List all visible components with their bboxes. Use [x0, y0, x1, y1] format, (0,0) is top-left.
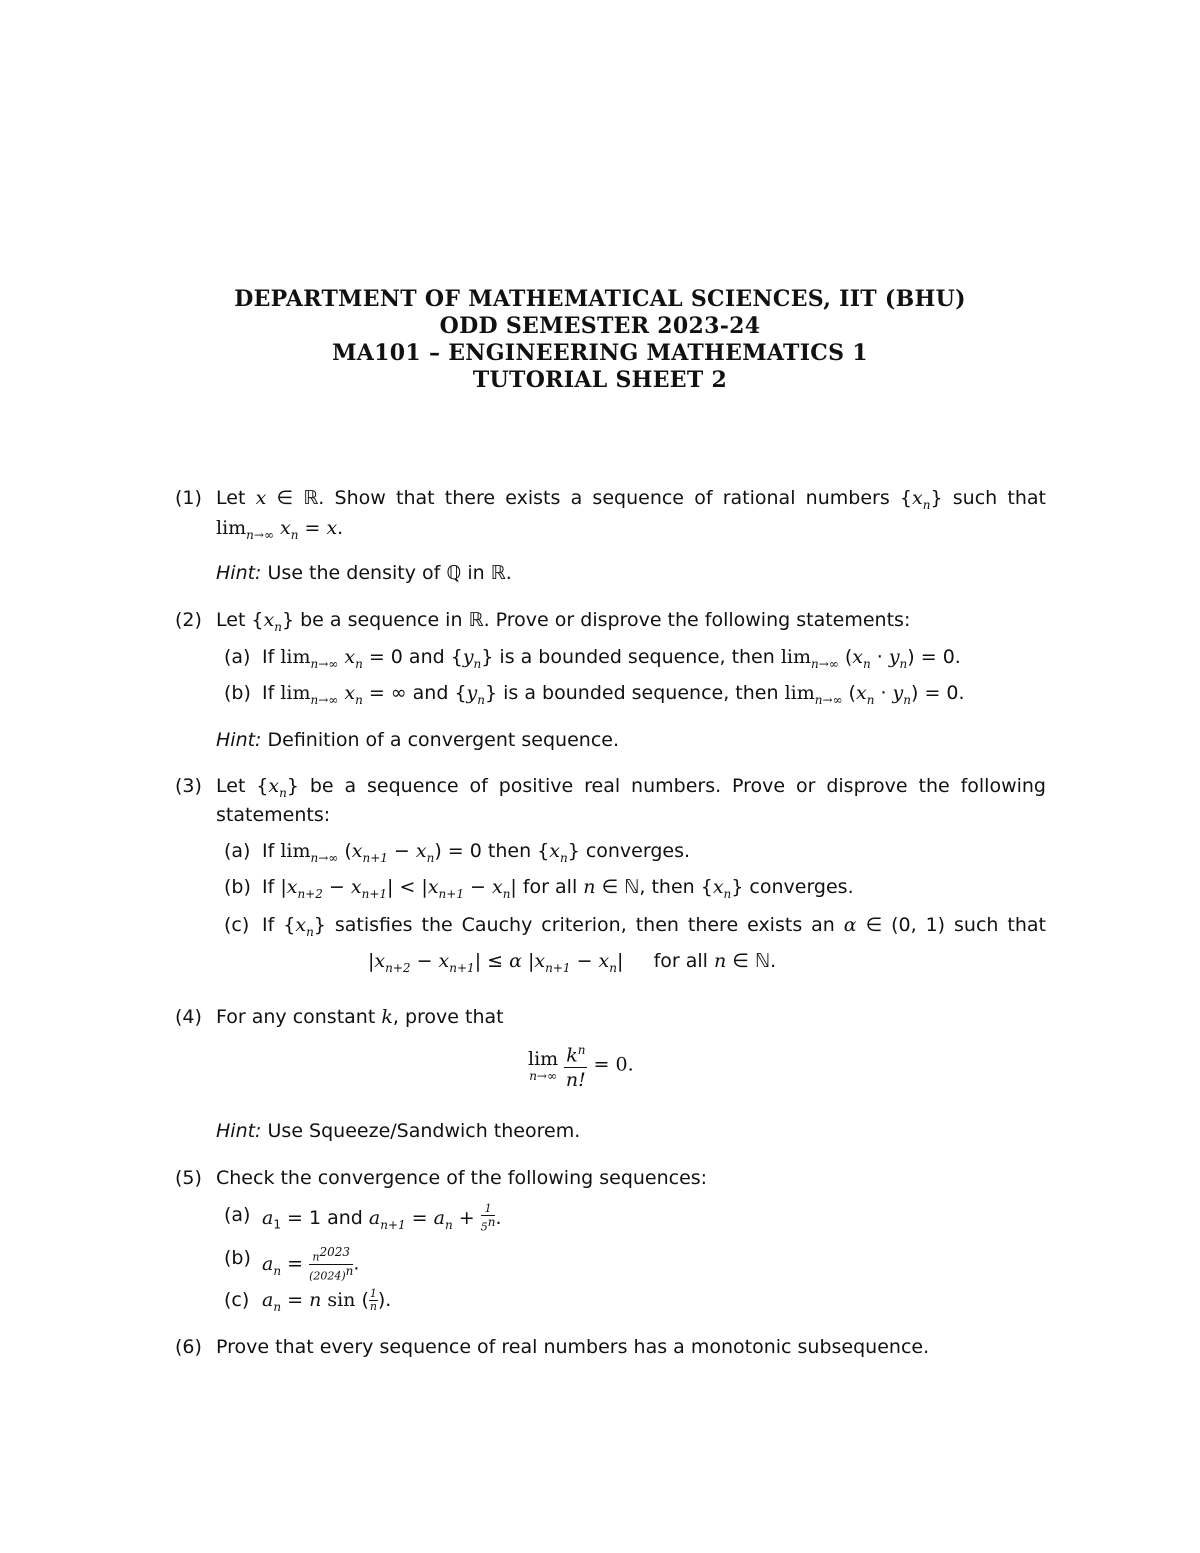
question-5c-text: $a_n = n$ sin ( $\frac{1}{n}$ ). [262, 1287, 392, 1314]
question-4-display-equation: lim n→∞ $\frac{k^n}{n!}$ = 0. [528, 1038, 634, 1092]
question-4-text: For any constant k, prove that [216, 1006, 504, 1028]
semester-title: ODD SEMESTER 2023-24 [439, 313, 761, 339]
question-3b-label: (b) [224, 876, 251, 898]
question-6-number: (6) [175, 1336, 202, 1358]
small-fraction: $\frac{n^{2023}}{(2024)^n}$ [309, 1245, 354, 1283]
question-1-number: (1) [175, 487, 202, 509]
question-3a-label: (a) [224, 840, 251, 862]
limit-operator: lim n→∞ [528, 1048, 559, 1084]
question-2a-label: (a) [224, 646, 251, 668]
small-fraction: $\frac{1}{n}$ [369, 1287, 377, 1313]
question-5c-label: (c) [224, 1289, 250, 1311]
hint-text: Use Squeeze/Sandwich theorem. [267, 1120, 581, 1142]
hint-text: Use the density of ℚ in ℝ. [267, 562, 512, 584]
question-3a-text: If $\lim_{n\to\infty} (x_{n+1} - x_n) = 0$ then $\{x_n\}$ converges. [262, 840, 691, 865]
question-2-hint [216, 728, 619, 752]
question-5b-text: $a_n$ = $\frac{n^{2023}}{(2024)^n}$ . [262, 1245, 360, 1283]
document-header [0, 286, 1200, 394]
question-2b-text: If $\lim_{n\to\infty} x_n$ = ∞ and $\{y_n\}$ is a bounded sequence, then $\lim_{n\to\infty} (x_n \cdot y_n) = 0$. [262, 682, 965, 707]
question-3b-text: If $|x_{n+2} - x_{n+1}| < |x_{n+1} - x_n|$ for all n ∈ ℕ, then $\{x_n\}$ converges. [262, 876, 854, 901]
hint-label: Hint: [216, 562, 262, 584]
course-title: MA101 – ENGINEERING MATHEMATICS 1 [332, 340, 868, 366]
question-1-hint [216, 561, 512, 585]
hint-label: Hint: [216, 1120, 262, 1142]
question-3c-text: If $\{x_n\}$ satisfies the Cauchy criterion, then there exists an α ∈ (0, 1) such that [262, 914, 1046, 939]
fraction: $\frac{k^n}{n!}$ [564, 1038, 587, 1092]
question-3-line-1: Let $\{x_n\}$ be a sequence of positive real numbers. Prove or disprove the following [216, 775, 1046, 800]
question-4-number: (4) [175, 1006, 202, 1028]
question-2a-text: If $\lim_{n\to\infty} x_n = 0$ and $\{y_n\}$ is a bounded sequence, then $\lim_{n\to\infty} (x_n \cdot y_n) = 0$. [262, 646, 961, 671]
department-title: DEPARTMENT OF MATHEMATICAL SCIENCES, IIT (BHU) [234, 286, 966, 312]
question-3-line-2: statements: [216, 804, 331, 826]
question-5b-label: (b) [224, 1247, 251, 1269]
question-1-line-1: Let x ∈ ℝ. Show that there exists a sequence of rational numbers $\{x_n\}$ such that [216, 487, 1046, 512]
question-2b-label: (b) [224, 682, 251, 704]
question-3c-label: (c) [224, 914, 250, 936]
question-5-intro: Check the convergence of the following sequences: [216, 1167, 708, 1189]
question-3-number: (3) [175, 775, 202, 797]
question-5-number: (5) [175, 1167, 202, 1189]
question-2-number: (2) [175, 609, 202, 631]
question-6-text: Prove that every sequence of real numbers has a monotonic subsequence. [216, 1336, 930, 1358]
question-3c-display-equation: $|x_{n+2} - x_{n+1}| \le \alpha$ $|x_{n+1} - x_n|$ for all n ∈ ℕ. [368, 950, 777, 975]
question-2-text: Let $\{x_n\}$ be a sequence in ℝ. Prove or disprove the following statements: [216, 609, 911, 634]
hint-label: Hint: [216, 729, 262, 751]
question-1-line-2: $\lim_{n\to\infty} x_n = x$. [216, 517, 344, 542]
hint-text: Definition of a convergent sequence. [267, 729, 619, 751]
question-4-hint [216, 1119, 580, 1143]
question-5a-text: $a_1 = 1$ and $a_{n+1} = a_n$ + $\frac{1}{5^n}$ . [262, 1202, 502, 1234]
question-5a-label: (a) [224, 1204, 251, 1226]
small-fraction: $\frac{1}{5^n}$ [480, 1202, 496, 1234]
sheet-title: TUTORIAL SHEET 2 [472, 367, 728, 393]
